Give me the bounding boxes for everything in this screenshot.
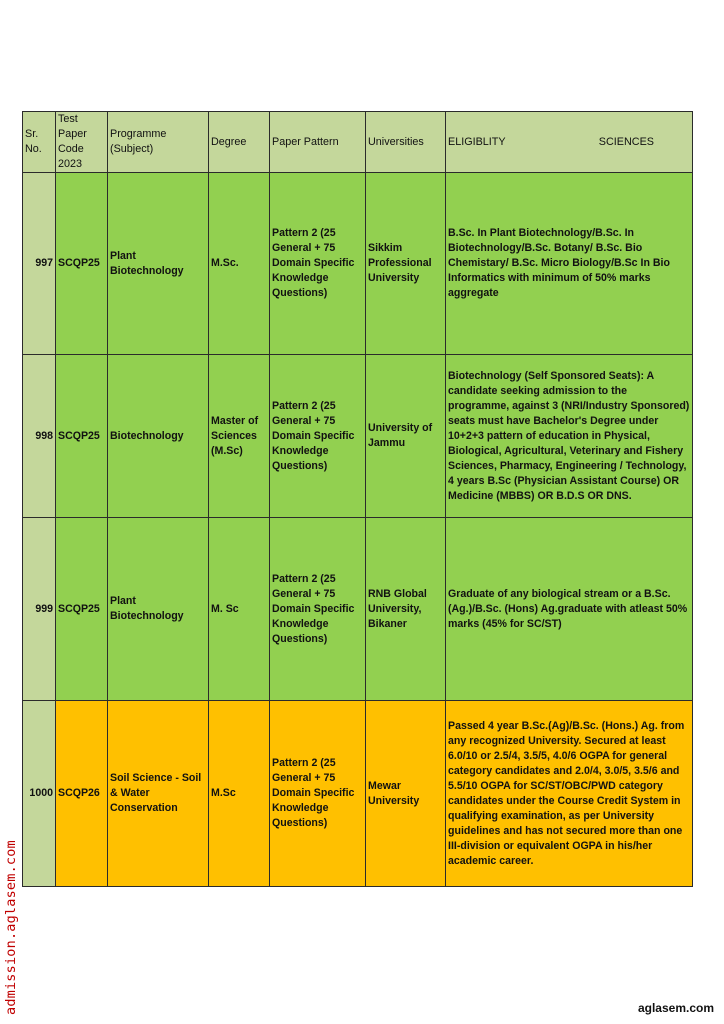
header-eligibility-cell [446, 112, 693, 173]
row-programme: Plant Biotechnology [108, 518, 209, 701]
header-programme: Programme (Subject) [108, 112, 209, 173]
row-sr-no: 999 [23, 518, 56, 701]
row-sr-no: 1000 [23, 701, 56, 887]
row-programme: Plant Biotechnology [108, 173, 209, 355]
row-university: RNB Global University, Bikaner [366, 518, 446, 701]
header-eligibility: ELIGIBLITY [448, 135, 506, 148]
row-university: University of Jammu [366, 355, 446, 518]
footer-site-name: aglasem.com [637, 1001, 714, 1015]
row-eligibility: Biotechnology (Self Sponsored Seats): A candidate seeking admission to the programme, against 3 (NRI/Industry Sponsored) seats must have Bachelor's Degree under 10+2+3 pattern of education in Physical, Biological, Agricultural, Veterinary and Fishery Sciences, Pharmacy, Engineering / Technology, 4 years B.Sc (Physician Assistant Course) OR Medicine (MBBS) OR B.D.S OR DNS. [446, 355, 693, 518]
row-degree: Master of Sciences (M.Sc) [209, 355, 270, 518]
row-degree: M. Sc [209, 518, 270, 701]
header-test-paper-code: Test Paper Code 2023 [56, 112, 108, 173]
eligibility-table [22, 111, 693, 887]
row-paper-pattern: Pattern 2 (25 General + 75 Domain Specific Knowledge Questions) [270, 355, 366, 518]
table-row [23, 173, 693, 355]
table-row [23, 355, 693, 518]
row-paper-pattern: Pattern 2 (25 General + 75 Domain Specific Knowledge Questions) [270, 518, 366, 701]
row-degree: M.Sc. [209, 173, 270, 355]
row-eligibility: Graduate of any biological stream or a B.Sc.(Ag.)/B.Sc. (Hons) Ag.graduate with atleast 50% marks (45% for SC/ST) [446, 518, 693, 701]
header-universities: Universities [366, 112, 446, 173]
row-degree: M.Sc [209, 701, 270, 887]
header-degree: Degree [209, 112, 270, 173]
header-sr-no: Sr. No. [23, 112, 56, 173]
row-paper-code: SCQP25 [56, 355, 108, 518]
row-eligibility: Passed 4 year B.Sc.(Ag)/B.Sc. (Hons.) Ag. from any recognized University. Secured at least 6.0/10 or 2.5/4, 3.5/5, 4.0/6 OGPA for general category candidates and 2.0/4, 3.0/5, 3.5/6 and 5.5/10 OGPA for SC/ST/OBC/PWD category candidates under the Course Credit System in qualifying examination, as per University guidelines and has not secured more than one III-division or equivalent OGPA in his/her academic career. [446, 701, 693, 887]
row-paper-pattern: Pattern 2 (25 General + 75 Domain Specific Knowledge Questions) [270, 173, 366, 355]
watermark-url: admission.aglasem.com [3, 840, 19, 1015]
table-header-row [23, 112, 693, 173]
row-paper-code: SCQP26 [56, 701, 108, 887]
row-paper-code: SCQP25 [56, 518, 108, 701]
row-sr-no: 997 [23, 173, 56, 355]
header-section-sciences: SCIENCES [598, 135, 654, 148]
table-row [23, 701, 693, 887]
row-university: Mewar University [366, 701, 446, 887]
row-eligibility: B.Sc. In Plant Biotechnology/B.Sc. In Biotechnology/B.Sc. Botany/ B.Sc. Bio Chemistary/ B.Sc. Micro Biology/B.Sc In Bio Informatics with minimum of 50% marks aggregate [446, 173, 693, 355]
row-paper-code: SCQP25 [56, 173, 108, 355]
row-programme: Biotechnology [108, 355, 209, 518]
table-row [23, 518, 693, 701]
row-sr-no: 998 [23, 355, 56, 518]
row-university: Sikkim Professional University [366, 173, 446, 355]
row-paper-pattern: Pattern 2 (25 General + 75 Domain Specific Knowledge Questions) [270, 701, 366, 887]
header-paper-pattern: Paper Pattern [270, 112, 366, 173]
row-programme: Soil Science - Soil & Water Conservation [108, 701, 209, 887]
